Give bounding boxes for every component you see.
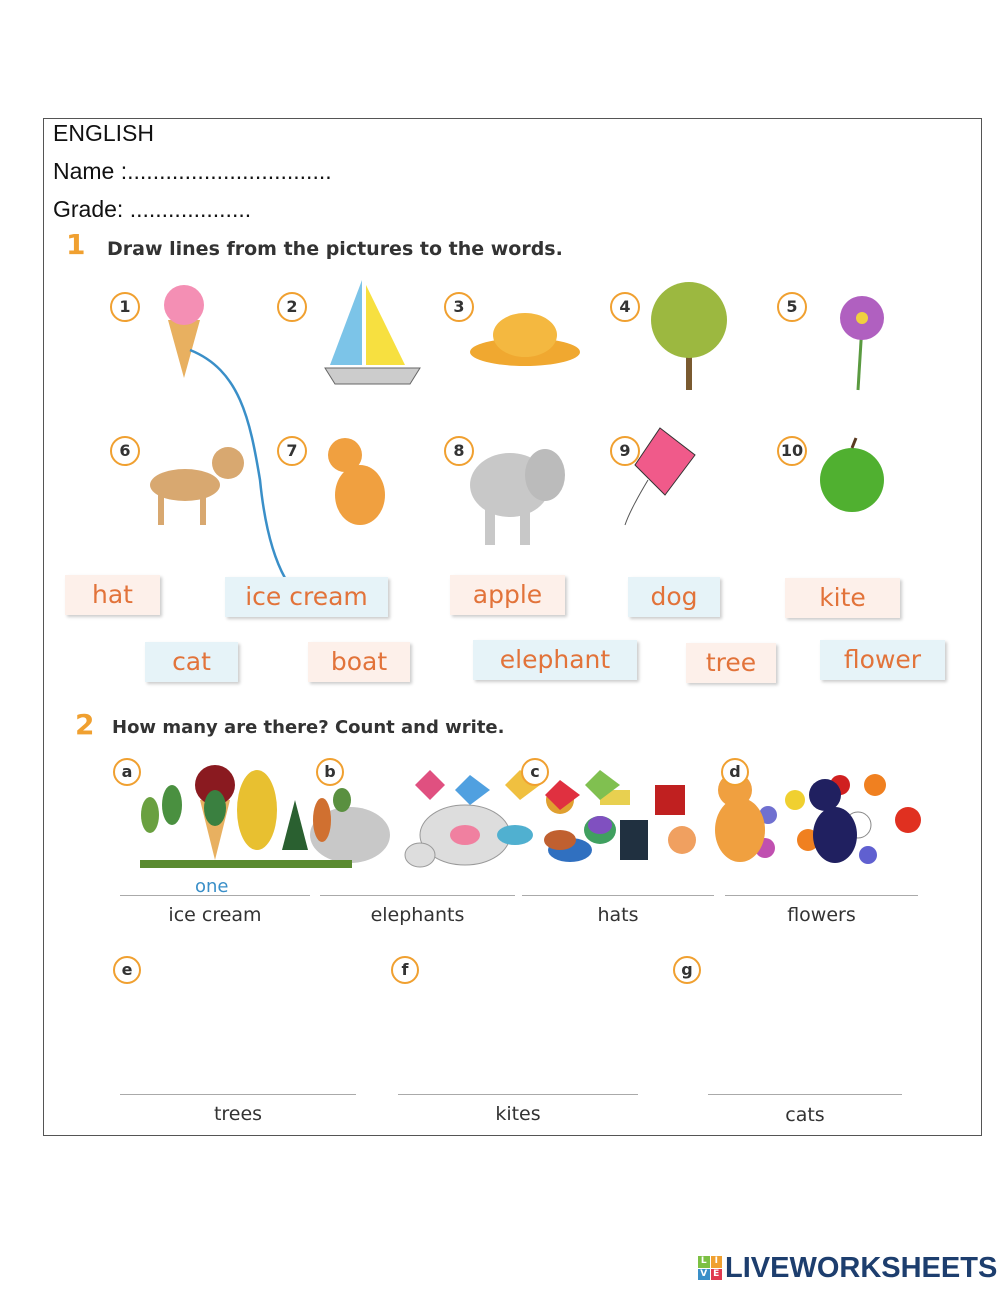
item-letter: c [521, 758, 549, 786]
grade-field[interactable]: Grade: ................... [53, 196, 252, 222]
section1-title: Draw lines from the pictures to the words. [107, 238, 563, 260]
picture-number: 2 [277, 292, 307, 322]
item-letter: e [113, 956, 141, 984]
elephant-icon [470, 449, 565, 545]
word-card-hat[interactable]: hat [65, 575, 160, 615]
word-card-dog[interactable]: dog [628, 577, 720, 617]
boat-icon [325, 280, 420, 384]
caption: kites [495, 1103, 541, 1125]
word-card-elephant[interactable]: elephant [473, 640, 637, 680]
word-card-apple[interactable]: apple [450, 575, 565, 615]
ice-cream-icon [164, 285, 204, 378]
caption: trees [213, 1103, 263, 1125]
subject-heading: ENGLISH [53, 120, 154, 146]
item-letter: g [673, 956, 701, 984]
section2-pictures [0, 740, 1000, 1080]
cat-icon [328, 438, 385, 525]
picture-number: 6 [110, 436, 140, 466]
cats-icon [715, 773, 857, 863]
answer-line[interactable] [708, 1094, 902, 1095]
word-card-ice-cream[interactable]: ice cream [225, 577, 388, 617]
item-letter: d [721, 758, 749, 786]
picture-number: 3 [444, 292, 474, 322]
name-field[interactable]: Name :................................ [53, 158, 332, 184]
liveworksheets-logo-icon: L I V E [698, 1256, 722, 1280]
item-letter: a [113, 758, 141, 786]
item-letter: f [391, 956, 419, 984]
word-card-cat[interactable]: cat [145, 642, 238, 682]
section2-title: How many are there? Count and write. [112, 717, 505, 738]
hat-icon [470, 313, 580, 366]
flower-icon [840, 296, 884, 390]
word-card-tree[interactable]: tree [686, 643, 776, 683]
section2-number: 2 [75, 708, 95, 741]
caption: ice cream [168, 904, 262, 926]
answer-text[interactable]: one [195, 876, 229, 897]
dog-icon [150, 447, 244, 525]
item-letter: b [316, 758, 344, 786]
section1-number: 1 [66, 228, 86, 261]
picture-number: 5 [777, 292, 807, 322]
picture-number: 10 [777, 436, 807, 466]
answer-line[interactable] [398, 1094, 638, 1095]
tree-icon [651, 282, 727, 390]
picture-number: 9 [610, 436, 640, 466]
word-card-flower[interactable]: flower [820, 640, 945, 680]
picture-number: 7 [277, 436, 307, 466]
word-card-boat[interactable]: boat [308, 642, 410, 682]
picture-number: 1 [110, 292, 140, 322]
elephants-icon [310, 805, 510, 867]
answer-line[interactable] [120, 1094, 356, 1095]
picture-number: 4 [610, 292, 640, 322]
liveworksheets-logo: LIVEWORKSHEETS [725, 1252, 998, 1284]
picture-number: 8 [444, 436, 474, 466]
apple-icon [820, 438, 884, 512]
caption: flowers [787, 904, 856, 926]
word-card-kite[interactable]: kite [785, 578, 900, 618]
caption: cats [785, 1104, 825, 1126]
caption: elephants [370, 904, 465, 926]
caption: hats [597, 904, 639, 926]
